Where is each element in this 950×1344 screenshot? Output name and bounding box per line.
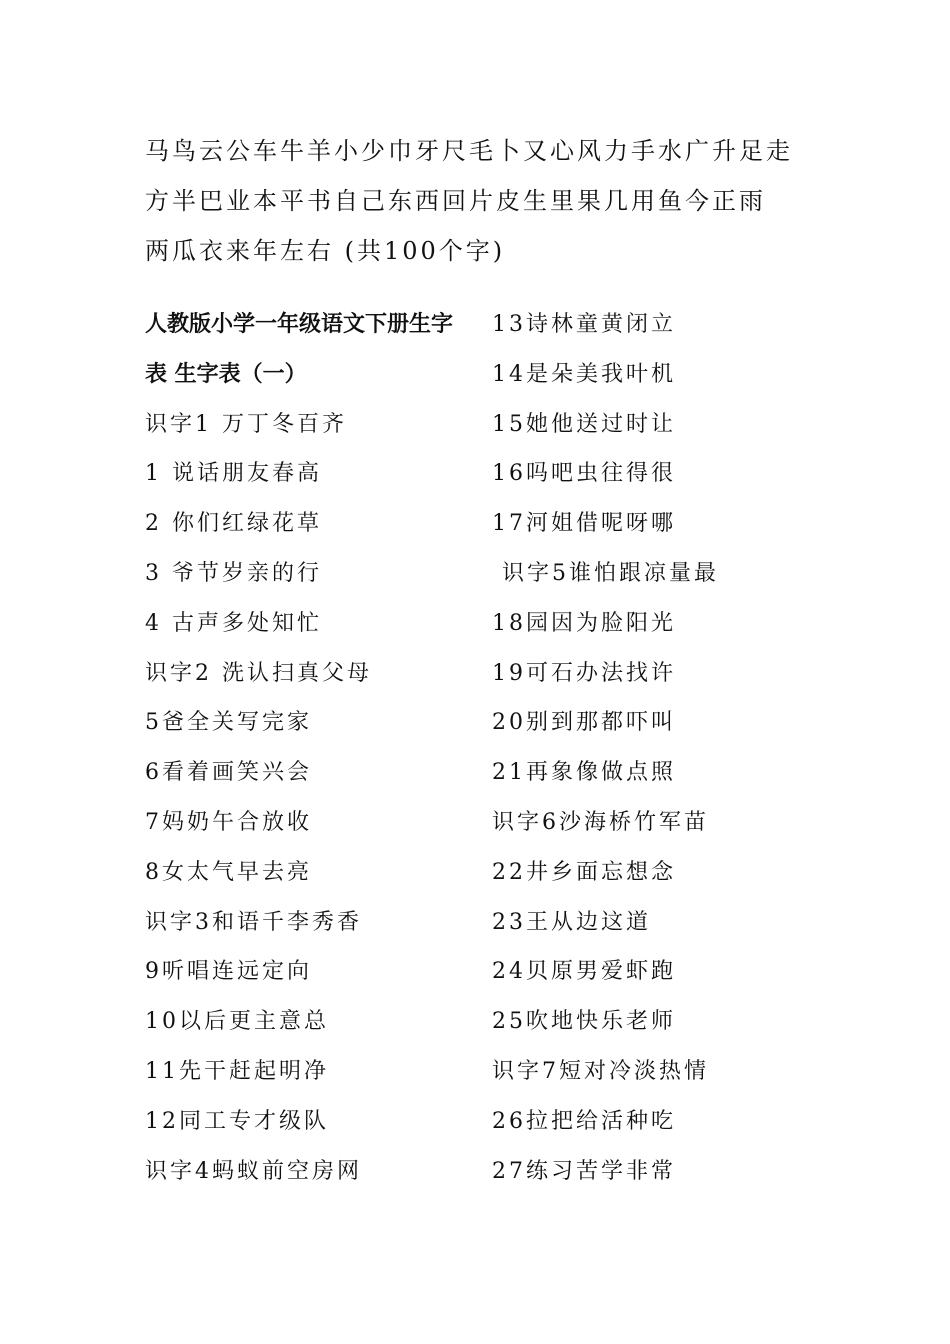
character-row: 14是朵美我叶机 (492, 361, 676, 387)
document-title-line-1: 人教版小学一年级语文下册生字 (145, 311, 454, 337)
right-column (492, 300, 822, 1196)
character-row: 5爸全关写完家 (145, 710, 312, 736)
character-row: 24贝原男爱虾跑 (492, 959, 676, 985)
character-row: 19可石办法找许 (492, 660, 676, 686)
character-row: 1 说话朋友春高 (145, 461, 322, 487)
character-row: 识字5谁怕跟凉量最 (492, 560, 719, 586)
character-row: 25吹地快乐老师 (492, 1009, 676, 1035)
character-row: 4 古声多处知忙 (145, 610, 322, 636)
character-row: 23王从边这道 (492, 909, 651, 935)
character-row: 27练习苦学非常 (492, 1158, 676, 1184)
character-row: 2 你们红绿花草 (145, 511, 322, 537)
character-row: 26拉把给活种吃 (492, 1108, 676, 1134)
character-row: 22井乡面忘想念 (492, 859, 676, 885)
character-row: 识字4蚂蚁前空房网 (145, 1158, 362, 1184)
document-title-line-2: 表 生字表（一） (145, 360, 307, 387)
character-row: 21再象像做点照 (492, 760, 676, 786)
left-column (145, 300, 475, 1196)
character-row: 12同工专才级队 (145, 1108, 329, 1134)
character-row: 20别到那都吓叫 (492, 710, 676, 736)
character-row: 13诗林童黄闭立 (492, 312, 676, 337)
character-row: 17河姐借呢呀哪 (492, 511, 676, 537)
character-row: 6看着画笑兴会 (145, 760, 312, 786)
character-row: 识字7短对冷淡热情 (492, 1058, 709, 1084)
character-row: 9听唱连远定向 (145, 959, 312, 985)
intro-line: 马鸟云公车牛羊小少巾牙尺毛卜又心风力手水广升足走 (145, 137, 793, 165)
character-row: 15她他送过时让 (492, 411, 676, 437)
character-row: 识字6沙海桥竹军苗 (492, 809, 709, 835)
character-row: 识字2 洗认扫真父母 (145, 660, 372, 686)
intro-line: 两瓜衣来年左右 (共100个字) (145, 237, 506, 265)
character-row: 10以后更主意总 (145, 1009, 329, 1035)
character-row: 识字1 万丁冬百齐 (145, 411, 347, 437)
character-row: 8女太气早去亮 (145, 859, 312, 885)
character-row: 16吗吧虫往得很 (492, 461, 676, 487)
character-row: 18园因为脸阳光 (492, 610, 676, 636)
character-row: 11先干赶起明净 (145, 1058, 329, 1084)
character-row: 3 爷节岁亲的行 (145, 560, 322, 586)
character-row: 识字3和语千李秀香 (145, 909, 362, 935)
intro-line: 方半巴业本平书自己东西回片皮生里果几用鱼今正雨 (145, 187, 766, 215)
character-row: 7妈奶午合放收 (145, 809, 312, 835)
intro-paragraph (145, 126, 845, 276)
